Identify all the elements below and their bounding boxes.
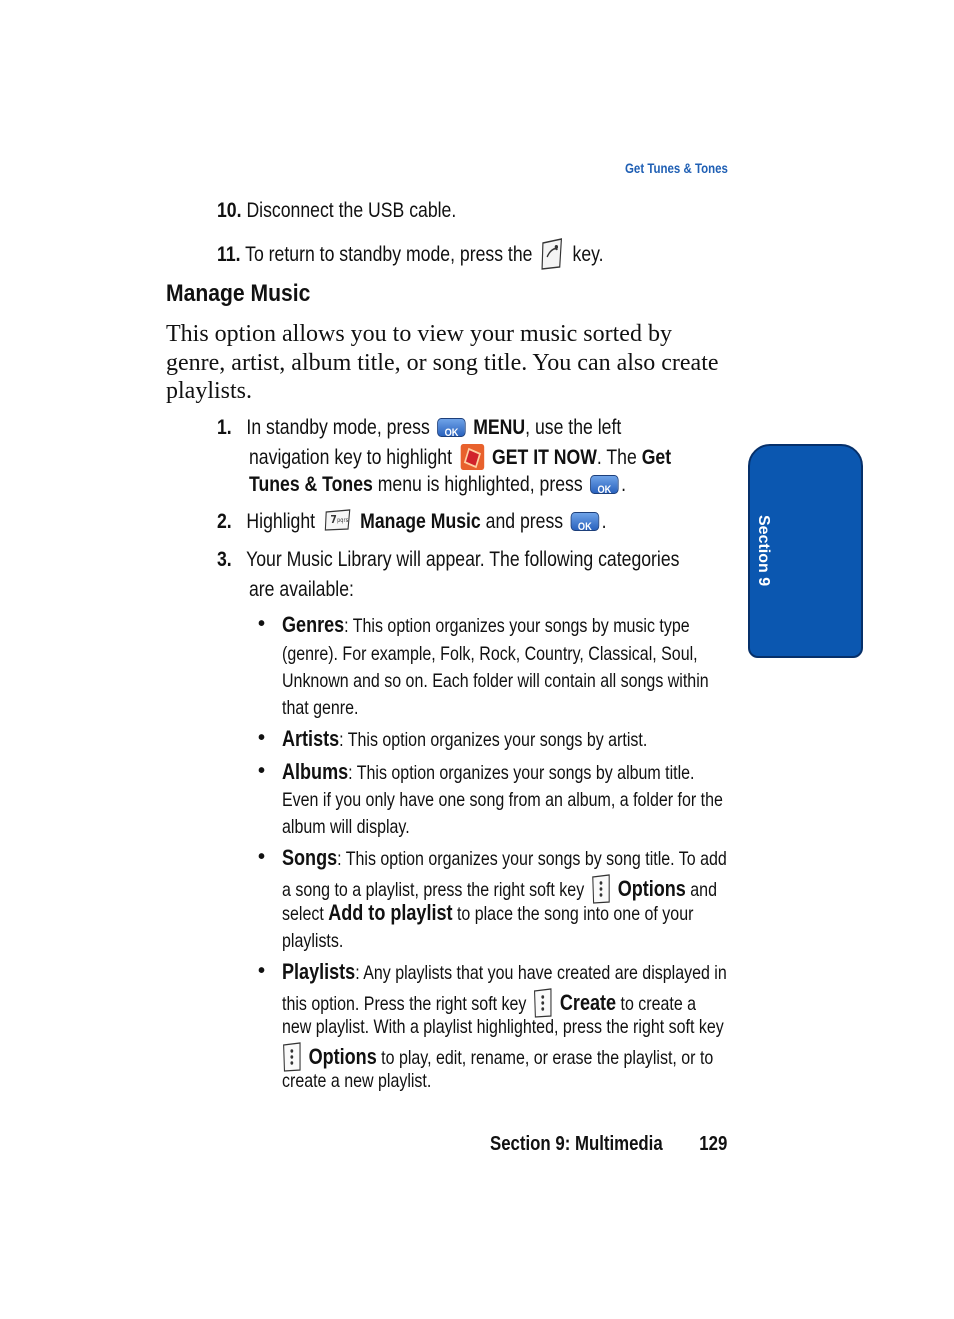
step-number: 10.: [217, 199, 242, 222]
playlists-line-5: create a new playlist.: [282, 1070, 432, 1092]
step-text: .: [621, 473, 627, 496]
songs-line-3: [282, 901, 693, 926]
get-it-now-icon: [460, 444, 484, 470]
genres-line-2: (genre). For example, Folk, Rock, Country, Classical, Soul,: [282, 643, 698, 665]
step-1-line-2: [249, 444, 671, 471]
step-number: 2.: [217, 510, 232, 533]
songs-line-1: [282, 846, 727, 871]
step-3-line-1: [217, 547, 679, 573]
albums-line-3: album will display.: [282, 816, 410, 838]
bullet-term: Playlists: [282, 959, 356, 984]
menu-label: MENU: [473, 416, 526, 439]
step-number: 11.: [217, 243, 241, 266]
bullet-dot: •: [258, 846, 266, 868]
options-label: Options: [308, 1044, 377, 1069]
step-text: Highlight: [246, 510, 316, 533]
playlists-line-4: [282, 1042, 713, 1072]
step-1-line-3: [249, 472, 626, 498]
artists-line-1: [282, 727, 647, 752]
bullet-text: a song to a playlist, press the right soft key: [282, 879, 585, 901]
create-label: Create: [559, 990, 617, 1015]
bullet-dot: •: [258, 760, 266, 782]
genres-line-3: Unknown and so on. Each folder will contain all songs within: [282, 670, 709, 692]
songs-line-4: playlists.: [282, 930, 344, 952]
add-to-playlist-label: Add to playlist: [328, 900, 453, 925]
bullet-text: to place the song into one of your: [456, 903, 694, 925]
manage-music-label: Manage Music: [360, 510, 481, 533]
get-it-now-label: GET IT NOW: [492, 446, 597, 469]
step-2: [217, 508, 607, 535]
step-text: navigation key to highlight: [249, 446, 453, 469]
svg-text:pqrs: pqrs: [336, 517, 348, 525]
bullet-dot: •: [258, 613, 266, 635]
right-soft-key-icon: [533, 988, 553, 1018]
playlists-line-2: [282, 988, 696, 1018]
bullet-text: : This option organizes your songs by album title.: [348, 762, 695, 784]
bullet-text: to create a: [620, 993, 697, 1015]
bullet-text: select: [282, 903, 324, 925]
albums-line-1: [282, 760, 695, 785]
step-3-line-2: [249, 577, 354, 603]
step-text: Your Music Library will appear. The following categories: [246, 548, 680, 571]
svg-text:7: 7: [330, 514, 337, 527]
intro-line: genre, artist, album title, or song title. You can also create: [166, 349, 719, 376]
bullet-dot: •: [258, 727, 266, 749]
playlists-line-3: new playlist. With a playlist highlighted, press the right soft key: [282, 1016, 724, 1038]
running-header: Get Tunes & Tones: [625, 160, 728, 176]
key-7-icon: [323, 508, 352, 532]
step-number: 3.: [217, 548, 232, 571]
step-number: 1.: [217, 416, 232, 439]
intro-line: playlists.: [166, 378, 253, 404]
options-label: Options: [617, 876, 686, 901]
get-tunes-label: Get: [641, 446, 672, 469]
bullet-term: Genres: [282, 612, 345, 637]
intro-line: This option allows you to view your music sorted by: [166, 321, 672, 347]
bullet-text: : This option organizes your songs by artist.: [339, 729, 648, 751]
intro-paragraph: [166, 320, 746, 406]
page-number: 129: [699, 1133, 728, 1155]
step-text: . The: [596, 446, 637, 469]
footer-section: Section 9: Multimedia: [490, 1133, 663, 1155]
genres-line-4: that genre.: [282, 697, 359, 719]
get-tunes-label: Tunes & Tones: [249, 473, 373, 496]
step-1-line-1: [217, 415, 621, 441]
step-10: [217, 198, 456, 224]
page-footer: [490, 1133, 727, 1156]
bullet-term: Artists: [282, 726, 340, 751]
bullet-text: this option. Press the right soft key: [282, 993, 527, 1015]
step-text: and press: [485, 510, 564, 533]
step-text: are available:: [249, 578, 354, 601]
bullet-dot: •: [258, 960, 266, 982]
bullet-term: Songs: [282, 845, 338, 870]
right-soft-key-icon: [282, 1042, 302, 1072]
step-11: [217, 237, 604, 271]
bullet-text: : Any playlists that you have created are displayed in: [355, 962, 727, 984]
step-text: Disconnect the USB cable.: [246, 199, 457, 222]
step-text: menu is highlighted, press: [377, 473, 583, 496]
right-soft-key-icon: [591, 874, 611, 904]
ok-key-icon: [571, 512, 600, 531]
section-heading: Manage Music: [166, 280, 311, 307]
playlists-line-1: [282, 960, 727, 985]
bullet-text: : This option organizes your songs by music type: [344, 615, 690, 637]
ok-key-icon: [437, 418, 466, 437]
albums-line-2: Even if you only have one song from an album, a folder for the: [282, 789, 723, 811]
section-tab-label: Section 9: [755, 515, 772, 587]
step-text: In standby mode, press: [246, 416, 430, 439]
step-text: key.: [572, 243, 604, 266]
end-key-icon: [540, 237, 565, 271]
step-text: .: [601, 510, 607, 533]
bullet-text: : This option organizes your songs by song title. To add: [337, 848, 727, 870]
bullet-text: and: [690, 879, 717, 901]
step-text: To return to standby mode, press the: [245, 243, 533, 266]
bullet-text: to play, edit, rename, or erase the playlist, or to: [381, 1047, 714, 1069]
bullet-term: Albums: [282, 759, 349, 784]
step-text: , use the left: [525, 416, 622, 439]
genres-line-1: [282, 613, 690, 638]
ok-key-icon: [590, 475, 619, 494]
